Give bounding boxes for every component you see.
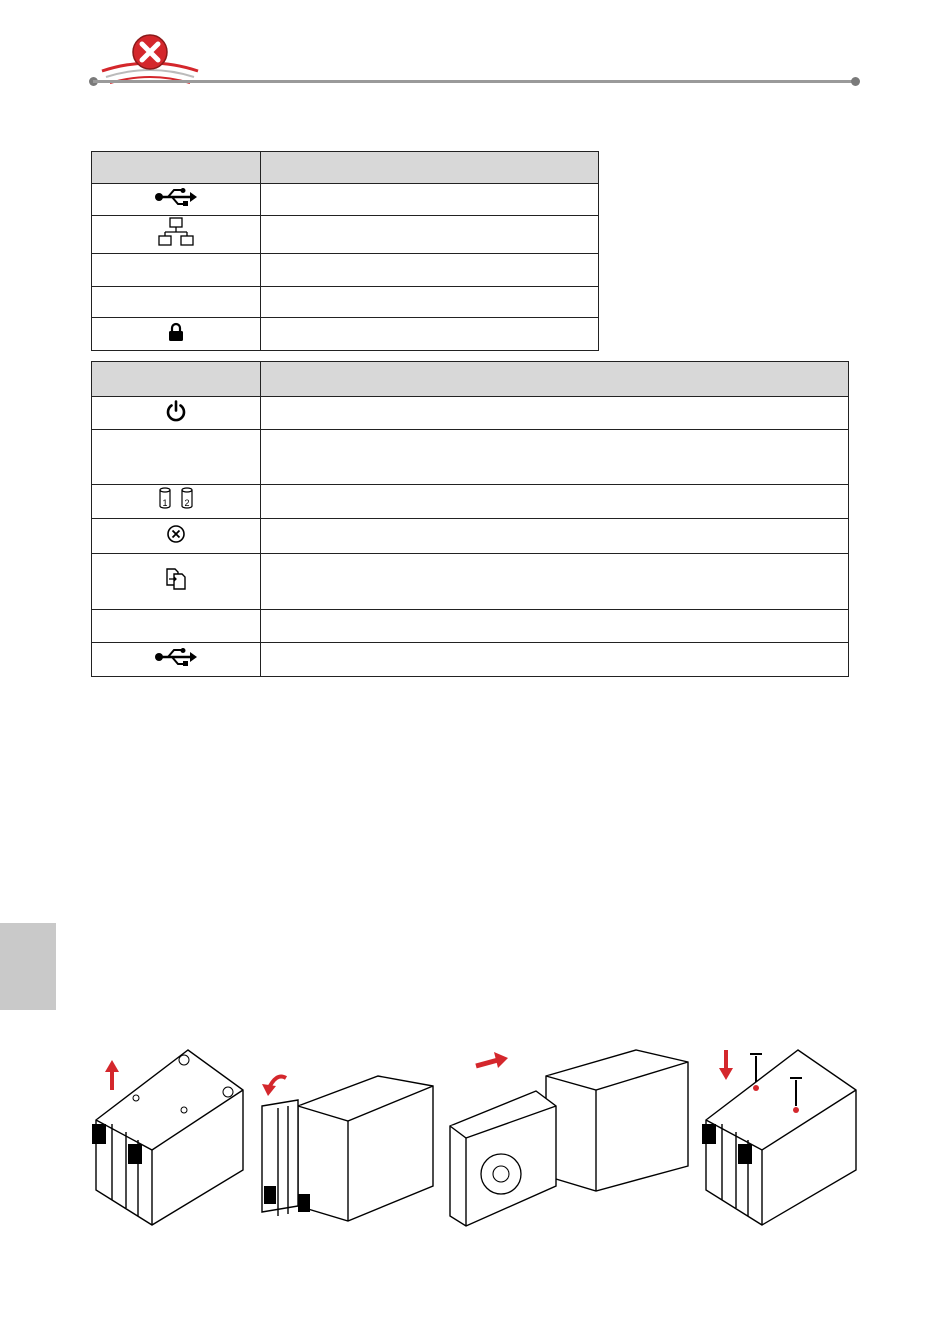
rear-ports-table <box>91 151 599 351</box>
header-rule-dot-right <box>851 77 860 86</box>
table-row <box>92 216 599 254</box>
table-row <box>92 485 849 519</box>
table-row <box>92 287 599 318</box>
table-row <box>92 318 599 351</box>
svg-text:1: 1 <box>162 498 168 508</box>
step-remove-front-panel-illustration <box>258 1066 438 1231</box>
table-row <box>92 184 599 216</box>
network-icon <box>158 217 194 247</box>
lock-icon <box>168 322 184 342</box>
copy-icon <box>165 568 187 590</box>
svg-text:2: 2 <box>184 498 190 508</box>
table-row <box>92 519 849 554</box>
usb-icon <box>154 648 198 666</box>
table-row <box>92 397 849 430</box>
usb-icon <box>154 188 198 206</box>
error-icon <box>166 524 186 544</box>
step-insert-drive-illustration <box>446 1046 691 1231</box>
front-panel-table <box>91 361 849 677</box>
hdd-1-2-icon <box>157 487 195 511</box>
table-header-row <box>92 362 849 397</box>
table-header-row <box>92 152 599 184</box>
brand-logo <box>100 25 200 95</box>
table-row <box>92 430 849 485</box>
table-row <box>92 254 599 287</box>
chapter-side-tab <box>0 923 56 1010</box>
power-icon <box>165 400 187 422</box>
table-row <box>92 554 849 610</box>
table-row <box>92 610 849 643</box>
step-remove-screws-illustration <box>88 1040 248 1230</box>
step-insert-screws-illustration <box>698 1040 863 1230</box>
table-row <box>92 643 849 677</box>
header-rule <box>93 80 855 83</box>
